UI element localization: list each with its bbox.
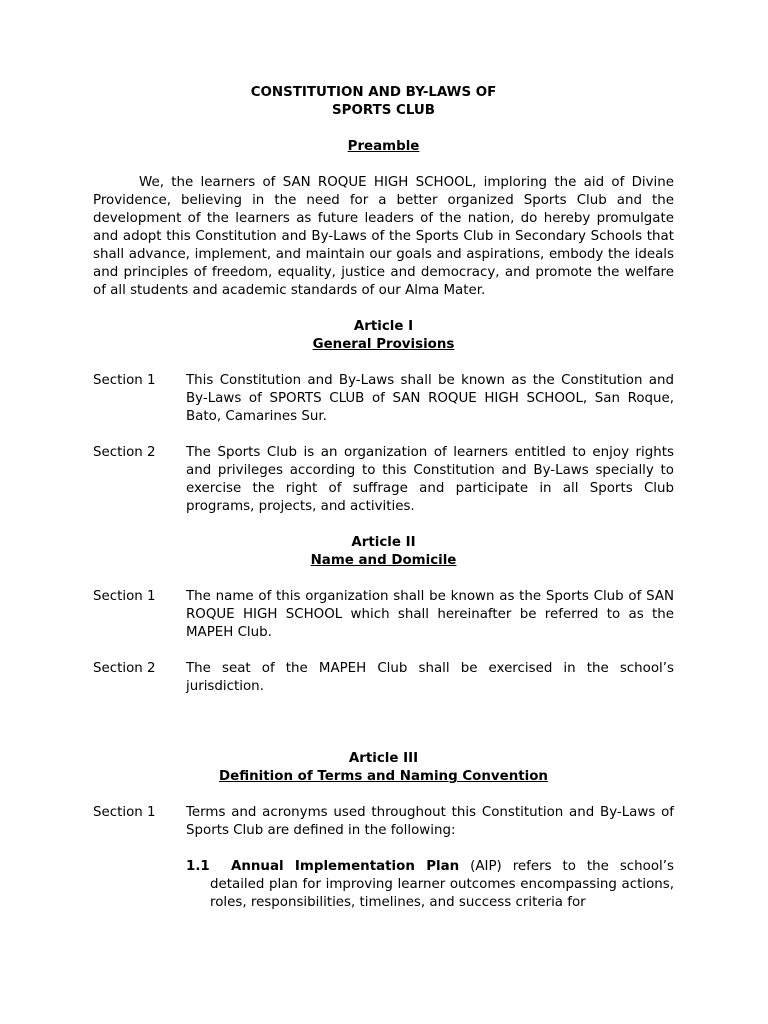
article-1-section-2	[93, 444, 674, 516]
section-text: The Sports Club is an organization of learners entitled to enjoy rights and privileges according to this Constitution and By-Laws specially to exercise the right of suffrage and participate in all Sports Club programs, projects, and activities.	[186, 445, 674, 514]
article-2-number: Article II	[351, 535, 416, 550]
preamble-heading: Preamble	[347, 139, 420, 154]
section-label: Section 2	[93, 661, 156, 676]
section-text: This Constitution and By-Laws shall be known as the Constitution and By-Laws of SPORTS CLUB of SAN ROQUE HIGH SCHOOL, San Roque, Bato, Camarines Sur.	[186, 373, 674, 424]
article-3-title: Definition of Terms and Naming Convention	[219, 769, 548, 784]
section-text: Terms and acronyms used throughout this Constitution and By-Laws of Sports Club are defined in the following:	[186, 805, 674, 838]
definition-text: (AIP) refers to the school’s detailed plan for improving learner outcomes encompassing actions, roles, responsibilities, timelines, and success criteria for	[210, 859, 674, 910]
document-body	[93, 84, 674, 912]
section-label: Section 1	[93, 589, 156, 604]
document-title-line-1: CONSTITUTION AND BY-LAWS OF	[250, 85, 497, 100]
article-1-number: Article I	[353, 319, 414, 334]
definition-term: Annual Implementation Plan	[231, 859, 460, 874]
section-text: The seat of the MAPEH Club shall be exercised in the school’s jurisdiction.	[186, 661, 674, 694]
article-1-title: General Provisions	[312, 337, 455, 352]
preamble-paragraph: We, the learners of SAN ROQUE HIGH SCHOOL, imploring the aid of Divine Providence, believing in the need for a better organized Sports Club and the development of the learners as future leaders of the nation, do hereby promulgate and adopt this Constitution and By-Laws of the Sports Club in Secondary Schools that shall advance, implement, and maintain our goals and aspirations, embody the ideals and principles of freedom, equality, justice and democracy, and promote the welfare of all students and academic standards of our Alma Mater.	[93, 175, 674, 298]
section-text: The name of this organization shall be known as the Sports Club of SAN ROQUE HIGH SCHOOL which shall hereinafter be referred to as the MAPEH Club.	[186, 589, 674, 640]
document-title-line-2: SPORTS CLUB	[332, 103, 435, 118]
section-label: Section 1	[93, 805, 156, 820]
article-2-title: Name and Domicile	[310, 553, 457, 568]
definition-number: 1.1	[186, 859, 210, 874]
article-2-section-1	[93, 588, 674, 642]
definition-item	[186, 858, 674, 912]
article-1-section-1	[93, 372, 674, 426]
section-label: Section 1	[93, 373, 156, 388]
article-2-section-2	[93, 660, 674, 696]
article-3-section-1	[93, 804, 674, 840]
article-3-number: Article III	[348, 751, 419, 766]
section-label: Section 2	[93, 445, 156, 460]
